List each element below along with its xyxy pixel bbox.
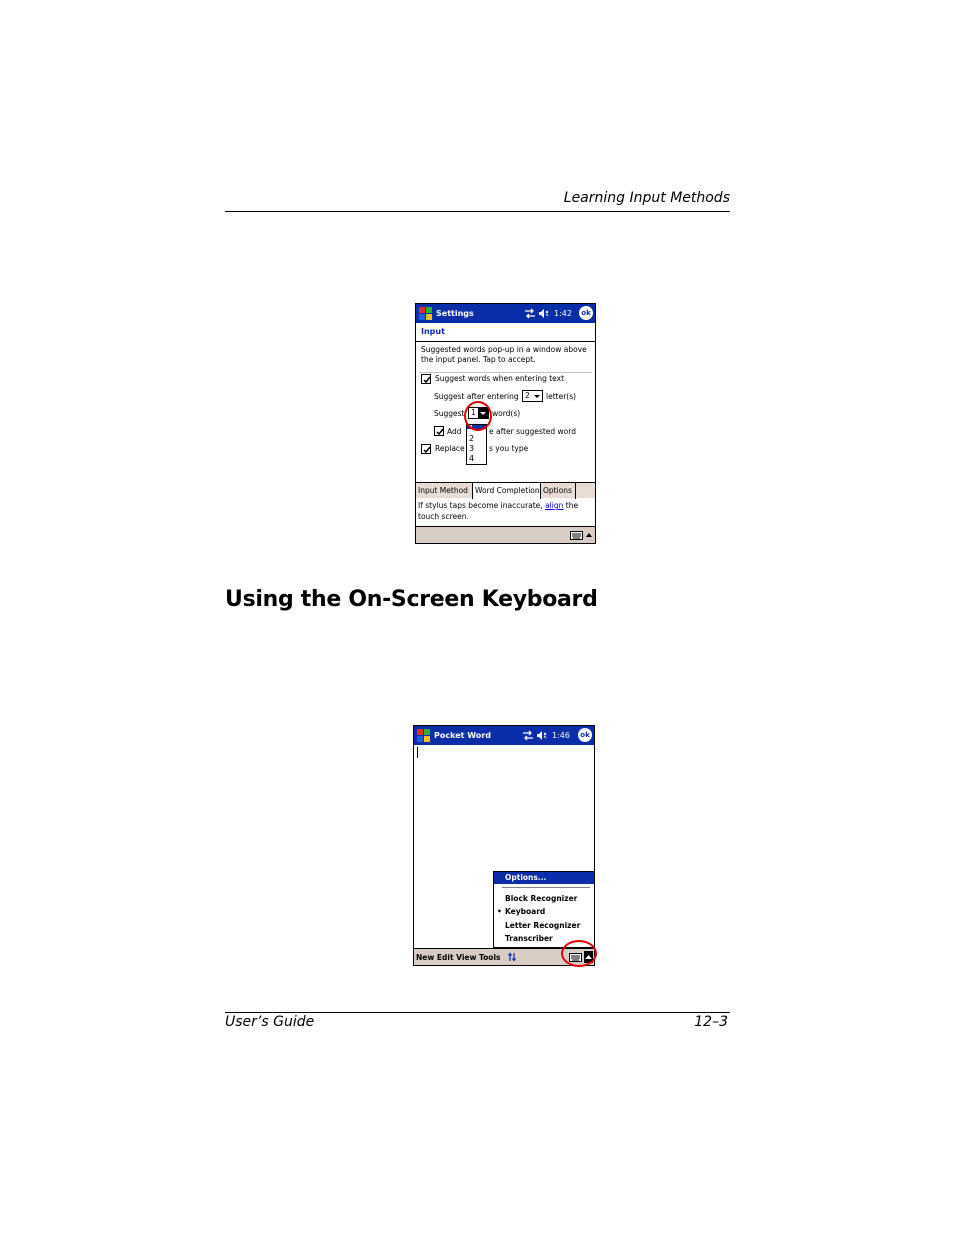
align-link[interactable]: align	[545, 501, 564, 510]
suggest-words-label: Suggest words when entering text	[435, 374, 565, 383]
menu-item-keyboard[interactable]: Keyboard	[505, 907, 546, 916]
dropdown-option[interactable]: 4	[469, 454, 475, 463]
menu-separator	[502, 887, 590, 888]
footer-rule	[225, 1012, 730, 1013]
checkmark-icon	[422, 375, 432, 385]
dropdown-option[interactable]: 3	[469, 444, 475, 453]
selected-bullet: •	[497, 907, 502, 916]
windows-start-icon[interactable]	[418, 306, 433, 321]
tab-input-method[interactable]: Input Method	[416, 483, 473, 499]
highlight-circle	[561, 940, 597, 967]
windows-start-icon[interactable]	[416, 728, 431, 743]
checkmark-icon	[435, 427, 445, 437]
description: Suggested words pop-up in a window above the input panel. Tap to accept.	[421, 345, 587, 364]
volume-icon[interactable]	[538, 308, 549, 319]
volume-icon[interactable]	[536, 730, 547, 741]
menu-item-letter-recognizer[interactable]: Letter Recognizer	[505, 921, 581, 930]
input-method-menu	[493, 871, 595, 948]
heading-divider	[416, 341, 595, 342]
tab-description-text: If stylus taps become inaccurate,	[418, 501, 543, 510]
footer-title: User’s Guide	[225, 1014, 315, 1030]
clock[interactable]: 1:42	[554, 309, 572, 318]
header-rule	[225, 211, 730, 212]
menu-item-block-recognizer[interactable]: Block Recognizer	[505, 894, 578, 903]
settings-screenshot	[415, 303, 596, 544]
suggest-after-label: Suggest after entering	[434, 392, 519, 401]
menu-item-transcriber[interactable]: Transcriber	[505, 934, 553, 943]
suggest-after-select[interactable]	[522, 390, 543, 402]
text-cursor	[417, 747, 418, 758]
replace-label-start: Replace	[435, 444, 465, 453]
add-space-label-end: e after suggested word	[489, 427, 576, 436]
checkmark-icon	[422, 445, 432, 455]
keyboard-icon[interactable]	[570, 531, 583, 540]
app-title: Pocket Word	[434, 731, 491, 740]
tab-description-end: the touch screen.	[418, 501, 579, 521]
replace-checkbox[interactable]	[421, 444, 431, 454]
letters-label: letter(s)	[546, 392, 577, 401]
sort-arrows-icon[interactable]	[508, 952, 517, 962]
ok-button[interactable]: ok	[579, 306, 593, 320]
ok-button[interactable]: ok	[578, 728, 592, 742]
tab-strip	[416, 482, 595, 498]
highlight-circle	[464, 401, 492, 431]
pocket-word-screenshot	[413, 725, 595, 966]
menu-bar-items[interactable]: New Edit View Tools	[416, 953, 501, 962]
add-space-checkbox[interactable]	[434, 426, 444, 436]
divider	[419, 372, 592, 373]
input-menu-arrow-icon[interactable]	[585, 531, 593, 539]
chevron-down-icon	[533, 392, 541, 400]
app-title: Settings	[436, 309, 474, 318]
page-number: 12–3	[694, 1014, 728, 1030]
add-space-label-start: Add	[447, 427, 462, 436]
title-bar	[414, 726, 594, 745]
dropdown-option[interactable]: 1	[469, 424, 475, 433]
connectivity-icon[interactable]	[522, 730, 534, 741]
menu-item-options[interactable]: Options...	[494, 872, 594, 884]
connectivity-icon[interactable]	[524, 308, 536, 319]
words-label: word(s)	[492, 409, 521, 418]
section-title: Using the On-Screen Keyboard	[225, 587, 598, 612]
suggest-words-checkbox[interactable]	[421, 374, 431, 384]
tab-word-completion[interactable]: Word Completion	[473, 483, 541, 499]
tab-description	[418, 500, 594, 522]
replace-label-end: s you type	[489, 444, 529, 453]
page-heading: Input	[421, 327, 445, 336]
suggest-after-value: 2	[525, 391, 530, 400]
tab-options[interactable]: Options	[541, 483, 576, 499]
clock[interactable]: 1:46	[552, 731, 570, 740]
command-bar	[416, 526, 595, 543]
suggest-count-value: 1	[471, 408, 476, 417]
running-header: Learning Input Methods	[563, 190, 730, 206]
title-bar	[416, 304, 595, 323]
suggest-label: Suggest	[434, 409, 465, 418]
dropdown-option[interactable]: 2	[469, 434, 475, 443]
